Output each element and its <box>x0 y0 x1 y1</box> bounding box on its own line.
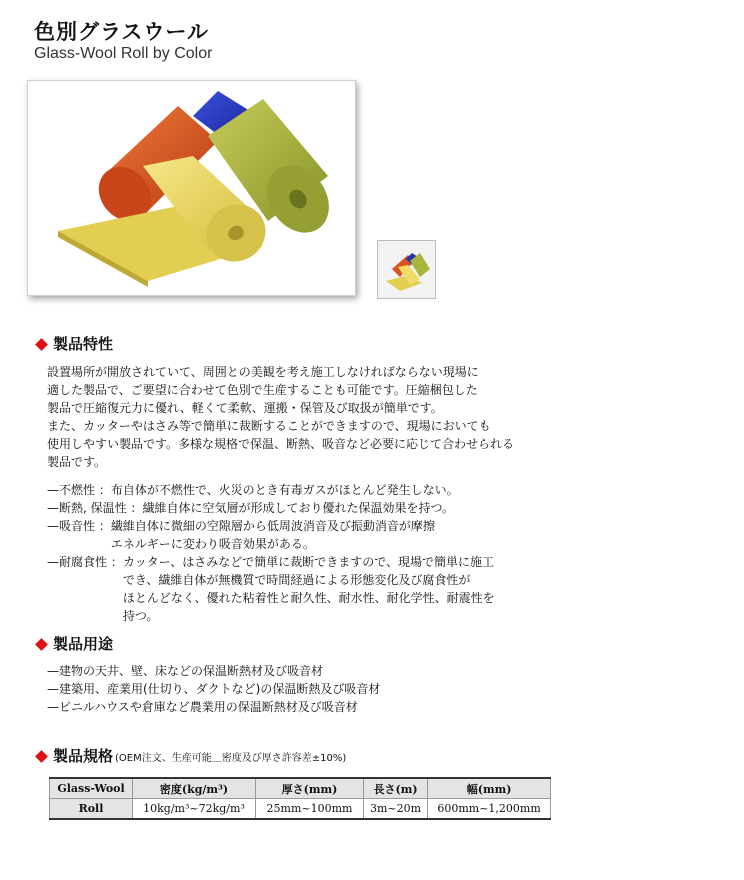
feature-text: ほとんどなく、優れた粘着性と耐久性、耐水性、耐化学性、耐震性を <box>122 591 495 605</box>
feature-label: —吸音性 ： <box>47 519 111 533</box>
feature-text: エネルギーに変わり吸音効果がある。 <box>110 537 315 551</box>
intro-line: 使用しやすい製品です。多様な規格で保温、断熱、吸音など必要に応じて合わせられる <box>47 437 515 451</box>
table-header-row <box>50 778 551 799</box>
column-header: Glass-Wool <box>50 778 133 799</box>
column-header: 密度(kg/m³) <box>133 778 256 799</box>
section-heading-product-specs: 製品規格 (OEM注文、生産可能＿密度及び厚さ許容差±10%) <box>34 745 346 766</box>
spec-table <box>49 777 551 820</box>
table-row <box>50 799 551 820</box>
column-header: 幅(mm) <box>428 778 551 799</box>
feature-list <box>47 481 647 625</box>
section-heading-product-features: 製品特性 <box>34 333 113 354</box>
page-subtitle: Glass-Wool Roll by Color <box>34 45 213 62</box>
intro-line: また、カッターやはさみ等で簡単に裁断することができますので、現場においても <box>47 419 491 433</box>
product-features-intro <box>47 363 627 471</box>
red-diamond-icon <box>35 338 48 351</box>
table-cell: 10kg/m³~72kg/m³ <box>133 799 256 820</box>
feature-item-nonflammable <box>47 481 647 499</box>
feature-label: —断熱, 保温性 ： <box>47 501 143 515</box>
feature-label: —耐腐食性 ： <box>47 555 123 569</box>
spec-note: (OEM注文、生産可能＿密度及び厚さ許容差±10%) <box>115 753 347 764</box>
glass-wool-rolls-image <box>28 81 355 295</box>
table-cell: 25mm~100mm <box>256 799 364 820</box>
red-diamond-icon <box>35 638 48 651</box>
feature-text: カッター、はさみなどで簡単に裁断できますので、現場で簡単に施工 <box>122 555 494 569</box>
intro-line: 適した製品で、ご要望に合わせて色別で生産することも可能です。圧縮梱包した <box>47 383 478 397</box>
page-title: 色別グラスウール <box>34 20 209 44</box>
product-photo <box>27 80 356 296</box>
feature-text: 繊維自体に空気層が形成しており優れた保温効果を持つ。 <box>142 501 454 515</box>
red-diamond-icon <box>35 750 48 763</box>
glass-wool-rolls-thumbnail-image <box>378 241 435 298</box>
column-header: 厚さ(mm) <box>256 778 364 799</box>
list-item: —ビニルハウスや倉庫など農業用の保温断熱材及び吸音材 <box>47 700 358 714</box>
feature-text: 持つ。 <box>122 609 159 623</box>
product-thumbnail[interactable] <box>377 240 436 299</box>
column-header: 長さ(m) <box>364 778 428 799</box>
product-uses-list <box>47 662 380 716</box>
feature-text: 布自体が不燃性で、火災のとき有毒ガスがほとんど発生しない。 <box>110 483 459 497</box>
intro-line: 設置場所が開放されていて、周囲との美観を考え施工しなければならない現場に <box>47 365 479 379</box>
table-cell: Roll <box>50 799 133 820</box>
section-heading-product-uses: 製品用途 <box>34 633 113 654</box>
feature-item-corrosion-resistance <box>47 553 647 625</box>
list-item: —建物の天井、壁、床などの保温断熱材及び吸音材 <box>47 664 324 678</box>
feature-text: でき、繊維自体が無機質で時間経過による形態変化及び腐食性が <box>122 573 471 587</box>
feature-text: 繊維自体に微細の空隙層から低周波消音及び振動消音が摩擦 <box>110 519 435 533</box>
table-cell: 3m~20m <box>364 799 428 820</box>
intro-line: 製品で圧縮復元力に優れ、軽くて柔軟、運搬・保管及び取扱が簡単です。 <box>47 401 443 415</box>
list-item: —建築用、産業用(仕切り、ダクトなど)の保温断熱及び吸音材 <box>47 682 381 696</box>
feature-item-sound-absorption <box>47 517 647 553</box>
feature-label: —不燃性 ： <box>47 483 111 497</box>
intro-line: 製品です。 <box>47 455 107 469</box>
feature-item-insulation <box>47 499 647 517</box>
table-cell: 600mm~1,200mm <box>428 799 551 820</box>
